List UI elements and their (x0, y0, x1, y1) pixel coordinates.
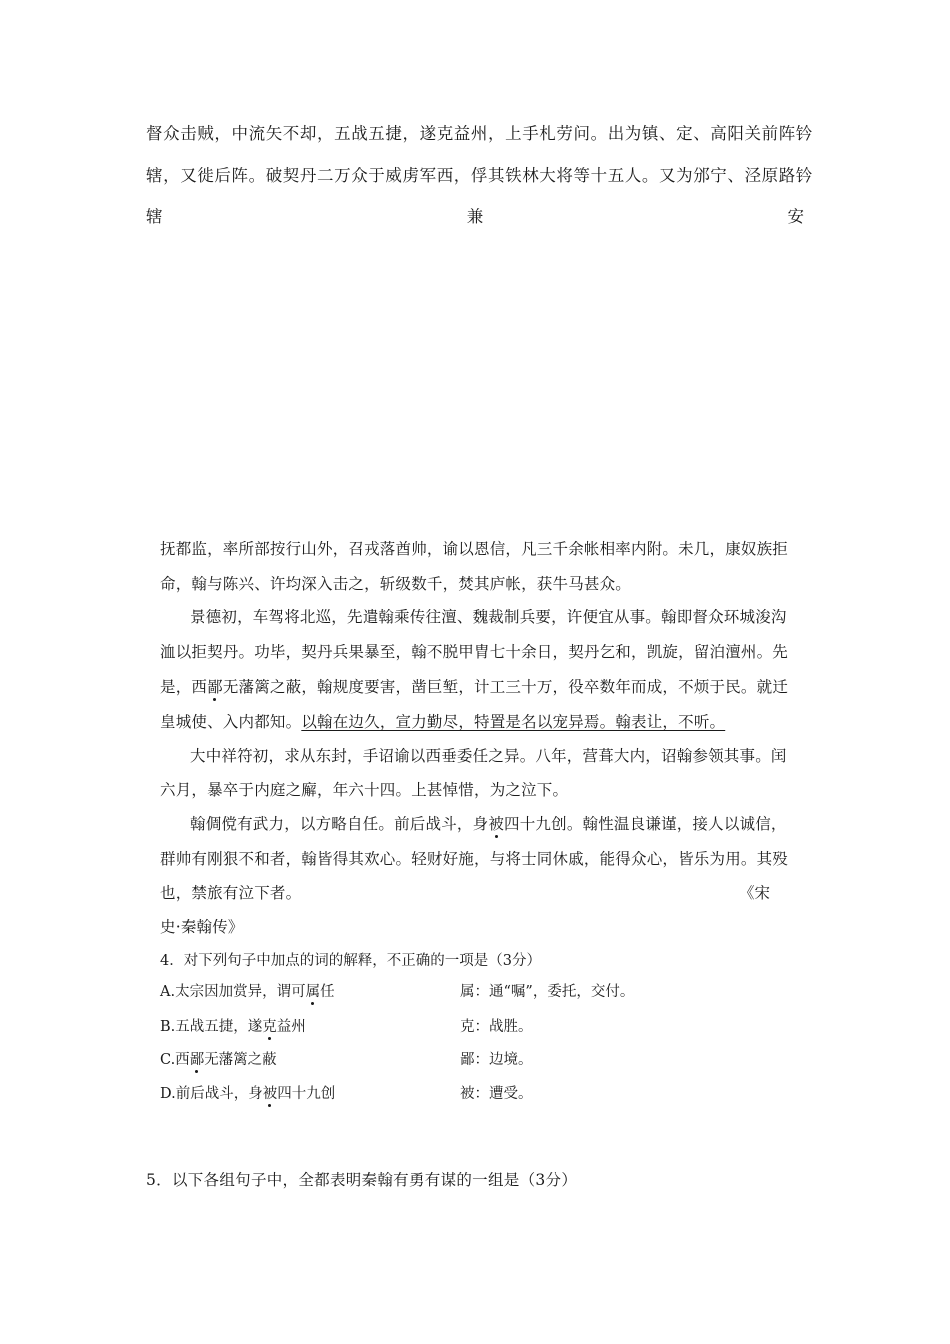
option-b (160, 1015, 306, 1036)
option-text: B.五战五捷，遂 (160, 1019, 263, 1035)
text-fragment: 四十九创。翰性温良谦谨，接人以诚信， (504, 815, 787, 833)
text-line: 抚都监，率所部按行山外，召戎落酋帅，谕以恩信，凡三千余帐相率内附。未几，康奴族拒 (160, 540, 789, 558)
text-fragment: 皇城使、入内都知。 (160, 713, 302, 731)
source-citation: 史·秦翰传》 (160, 918, 244, 936)
option-text: A.太宗因加赏异，谓可 (160, 984, 306, 1000)
text-line: 景德初，车驾将北巡，先遣翰乘传往澶、魏裁制兵要，许便宜从事。翰即督众环城浚沟 (190, 608, 787, 626)
text-fragment: 安 (787, 207, 804, 226)
justified-line (146, 203, 804, 227)
text-line: 也，禁旅有泣下者。 (160, 884, 302, 902)
option-d (160, 1082, 335, 1103)
source-citation: 《宋 (738, 884, 770, 902)
text-line (160, 710, 725, 732)
option-c-explanation: 鄙：边境。 (460, 1052, 533, 1068)
text-line (190, 812, 787, 834)
question-5-stem: 5．以下各组句子中，全都表明秦翰有勇有谋的一组是（3分） (146, 1171, 578, 1189)
dotted-word: 被 (488, 815, 505, 833)
option-text: D.前后战斗，身 (160, 1086, 263, 1102)
underlined-sentence: 以翰在边久，宣力勤尽，特置是名以宠异焉。翰表让，不听。 (301, 713, 726, 731)
dotted-word: 克 (262, 1019, 277, 1035)
dotted-word: 被 (262, 1086, 278, 1102)
text-line: 命，翰与陈兴、许均深入击之，斩级数千，焚其庐帐，获牛马甚众。 (160, 575, 632, 593)
option-d-explanation: 被：遭受。 (460, 1086, 533, 1102)
dotted-word: 鄙 (207, 678, 223, 696)
option-a-explanation: 属：通“嘱”，委托，交付。 (460, 984, 635, 1000)
option-c (160, 1048, 277, 1069)
text-line: 洫以拒契丹。功毕，契丹兵果暴至，翰不脱甲胄七十余日，契丹乞和，凯旋，留泊澶州。先 (160, 643, 789, 661)
option-b-explanation: 克：战胜。 (460, 1019, 533, 1035)
text-line: 大中祥符初，求从东封，手诏谕以西垂委任之异。八年，营葺大内，诏翰参领其事。闰 (190, 747, 787, 765)
dotted-word: 鄙 (189, 1052, 205, 1068)
option-text: 益州 (276, 1019, 306, 1035)
option-text: C.西 (160, 1052, 190, 1068)
text-line (160, 675, 788, 697)
text-line: 六月，暴卒于内庭之廨，年六十四。上甚悼惜，为之泣下。 (160, 781, 569, 799)
text-fragment: 是，西 (160, 678, 208, 696)
option-a (160, 980, 335, 1001)
dotted-word: 属 (305, 984, 321, 1000)
text-fragment: 无藩篱之蔽，翰规度要害，凿巨堑，计工三十万，役卒数年而成，不烦于民。就迁 (222, 678, 789, 696)
text-fragment: 辖 (146, 207, 163, 226)
text-line: 辖，又徙后阵。破契丹二万众于威虏军西，俘其铁林大将等十五人。又为邠宁、泾原路钤 (146, 166, 813, 185)
option-text: 四十九创 (277, 1086, 336, 1102)
option-text: 任 (320, 984, 335, 1000)
question-4-stem: 4．对下列句子中加点的词的解释，不正确的一项是（3分） (160, 953, 541, 969)
text-fragment: 兼 (466, 207, 484, 226)
text-line: 督众击贼，中流矢不却，五战五捷，遂克益州，上手札劳问。出为镇、定、高阳关前阵钤 (146, 124, 813, 143)
option-text: 无藩篱之蔽 (204, 1052, 277, 1068)
text-line: 群帅有刚狠不和者，翰皆得其欢心。轻财好施，与将士同休戚，能得众心，皆乐为用。其殁 (160, 850, 789, 868)
text-fragment: 翰倜傥有武力，以方略自任。前后战斗，身 (190, 815, 489, 833)
